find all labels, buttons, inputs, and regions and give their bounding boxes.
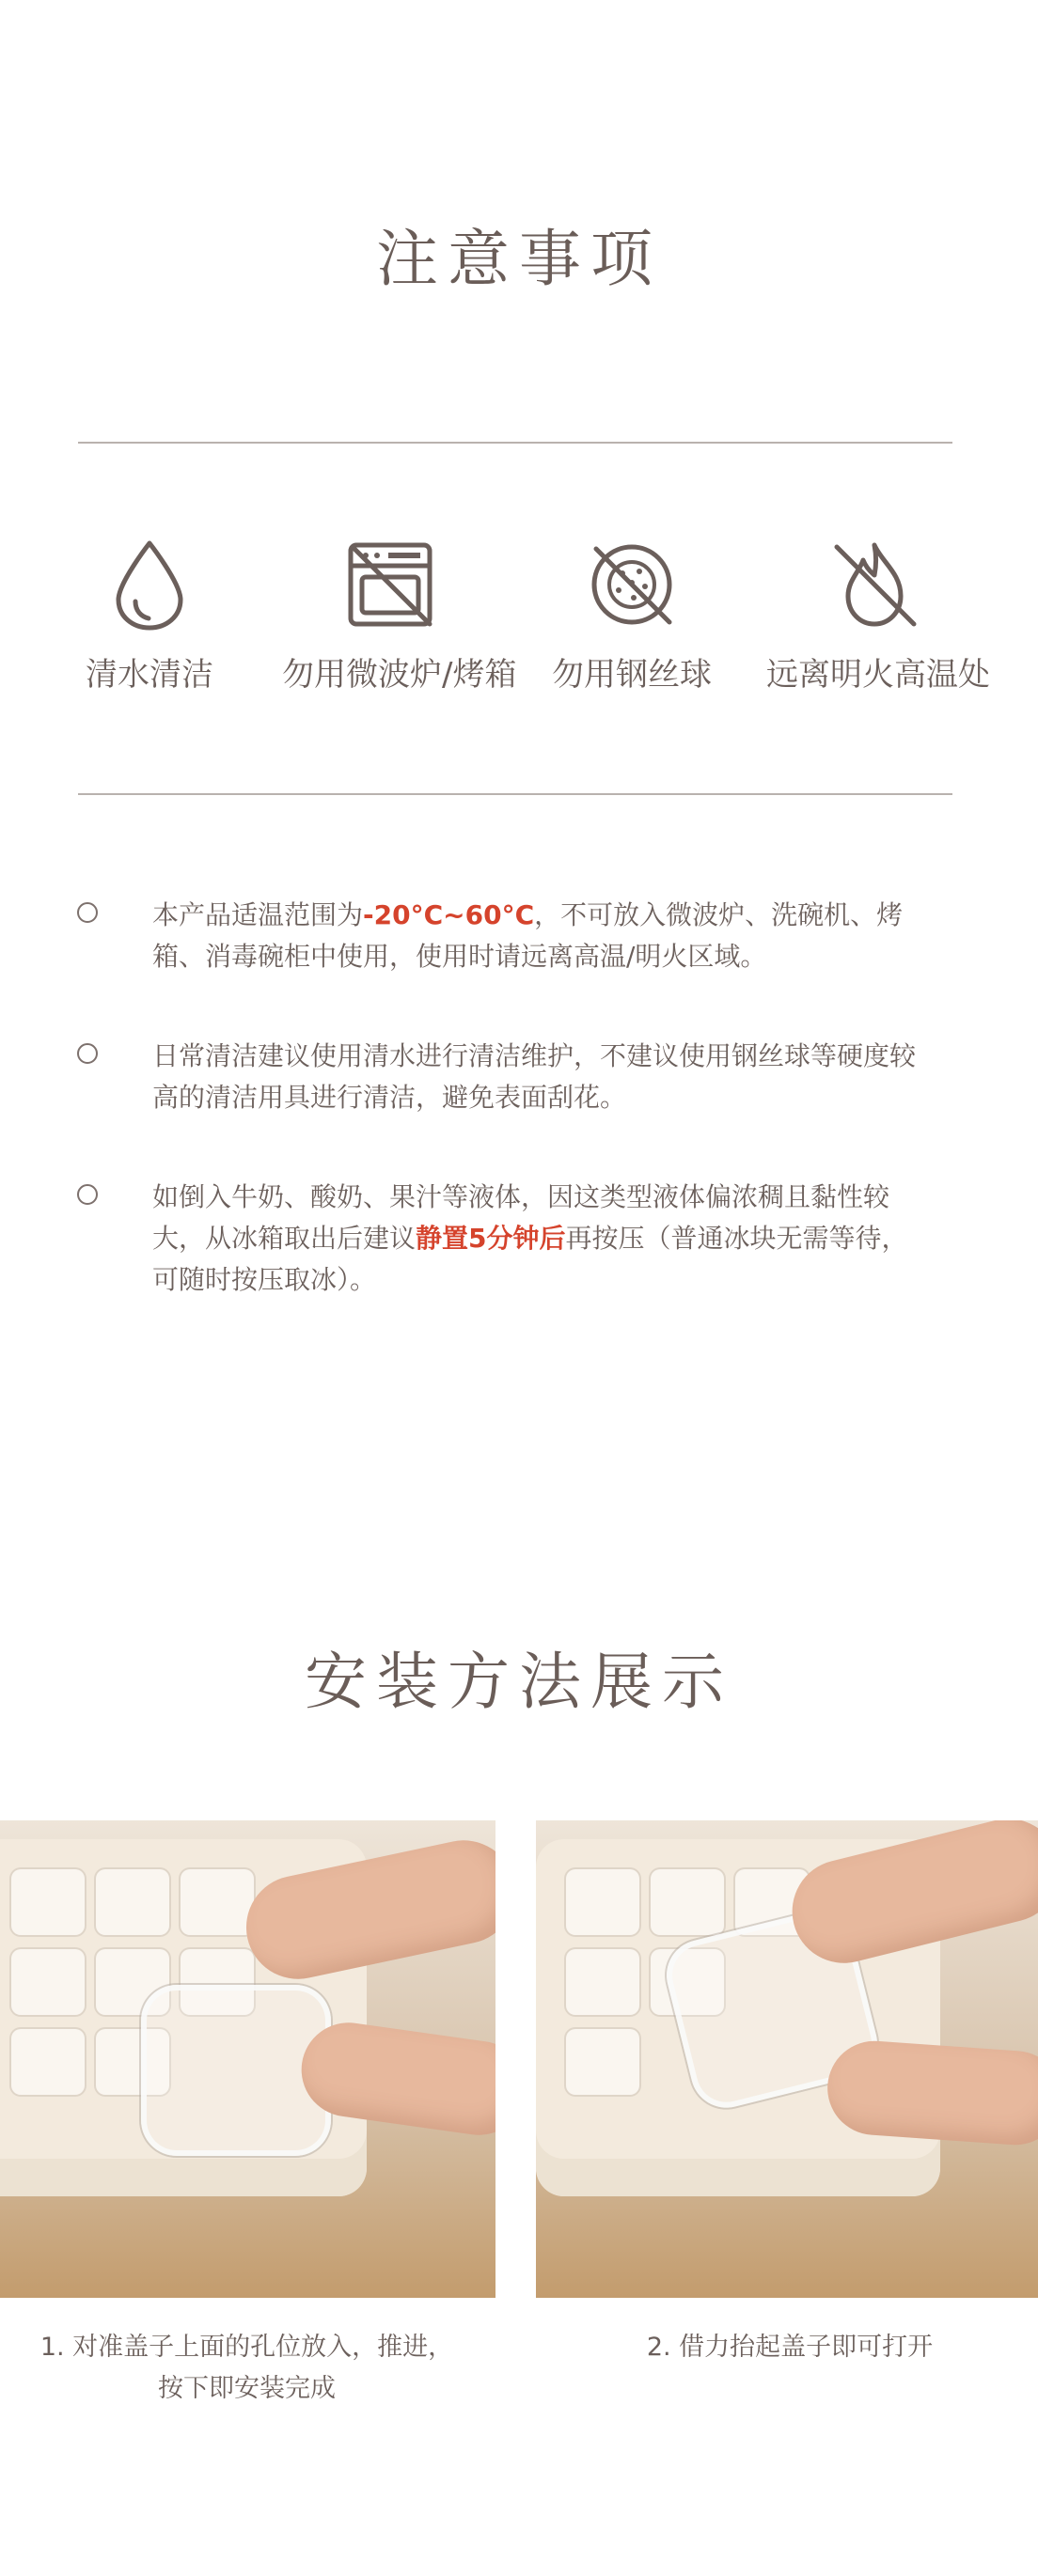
step-1-caption: 1. 对准盖子上面的孔位放入，推进，按下即安装完成 [39,2333,454,2403]
divider-bottom [78,793,952,795]
icon-label-no-fire: 远离明火高温处 [766,656,990,694]
note-text: 再按压（普通冰块无需等待，可随时按压取冰）。 [152,1223,908,1295]
step-1-photo [0,1820,495,2298]
note-text: ，不可放入微波炉、洗碗机、烤箱、消毒碗柜中使用，使用时请远离高温/明火区域。 [152,899,904,972]
note-text: 如倒入牛奶、酸奶、果汁等液体，因这类型液体偏浓稠且黏性较大，从冰箱取出后建议 [152,1181,890,1254]
step-2-photo [536,1820,1038,2298]
note-text: 本产品适温范围为 [152,899,364,930]
bullet-circle-icon [77,902,98,923]
finger-image [825,2037,1038,2147]
bullet-circle-icon [77,1184,98,1205]
divider-top [78,442,952,444]
note-item [77,895,923,977]
icon-item-clean [41,538,258,695]
icon-label-no-microwave: 勿用微波炉/烤箱 [282,656,517,694]
notice-title: 注意事项 [376,223,662,295]
no-steel-wool-icon [585,538,679,632]
icon-label-no-steel-wool: 勿用钢丝球 [552,656,712,694]
icon-label-clean: 清水清洁 [86,656,213,694]
water-drop-icon [107,538,192,632]
note-item [77,1036,923,1118]
note-item [77,1177,923,1301]
install-title: 安装方法展示 [305,1646,733,1718]
note-highlight: 静置5分钟后 [416,1223,566,1254]
bullet-circle-icon [77,1043,98,1064]
no-fire-icon [827,538,921,632]
icon-item-no-fire [766,538,990,695]
step-2-caption: 2. 借力抬起盖子即可打开 [646,2333,934,2362]
icon-item-no-steel-wool [524,538,740,695]
icon-item-no-microwave [282,538,517,695]
no-microwave-icon [343,538,437,632]
note-text: 日常清洁建议使用清水进行清洁维护，不建议使用钢丝球等硬度较高的清洁用具进行清洁，避免表面刮花。 [152,1040,917,1113]
note-highlight: -20°C~60°C [363,899,535,930]
